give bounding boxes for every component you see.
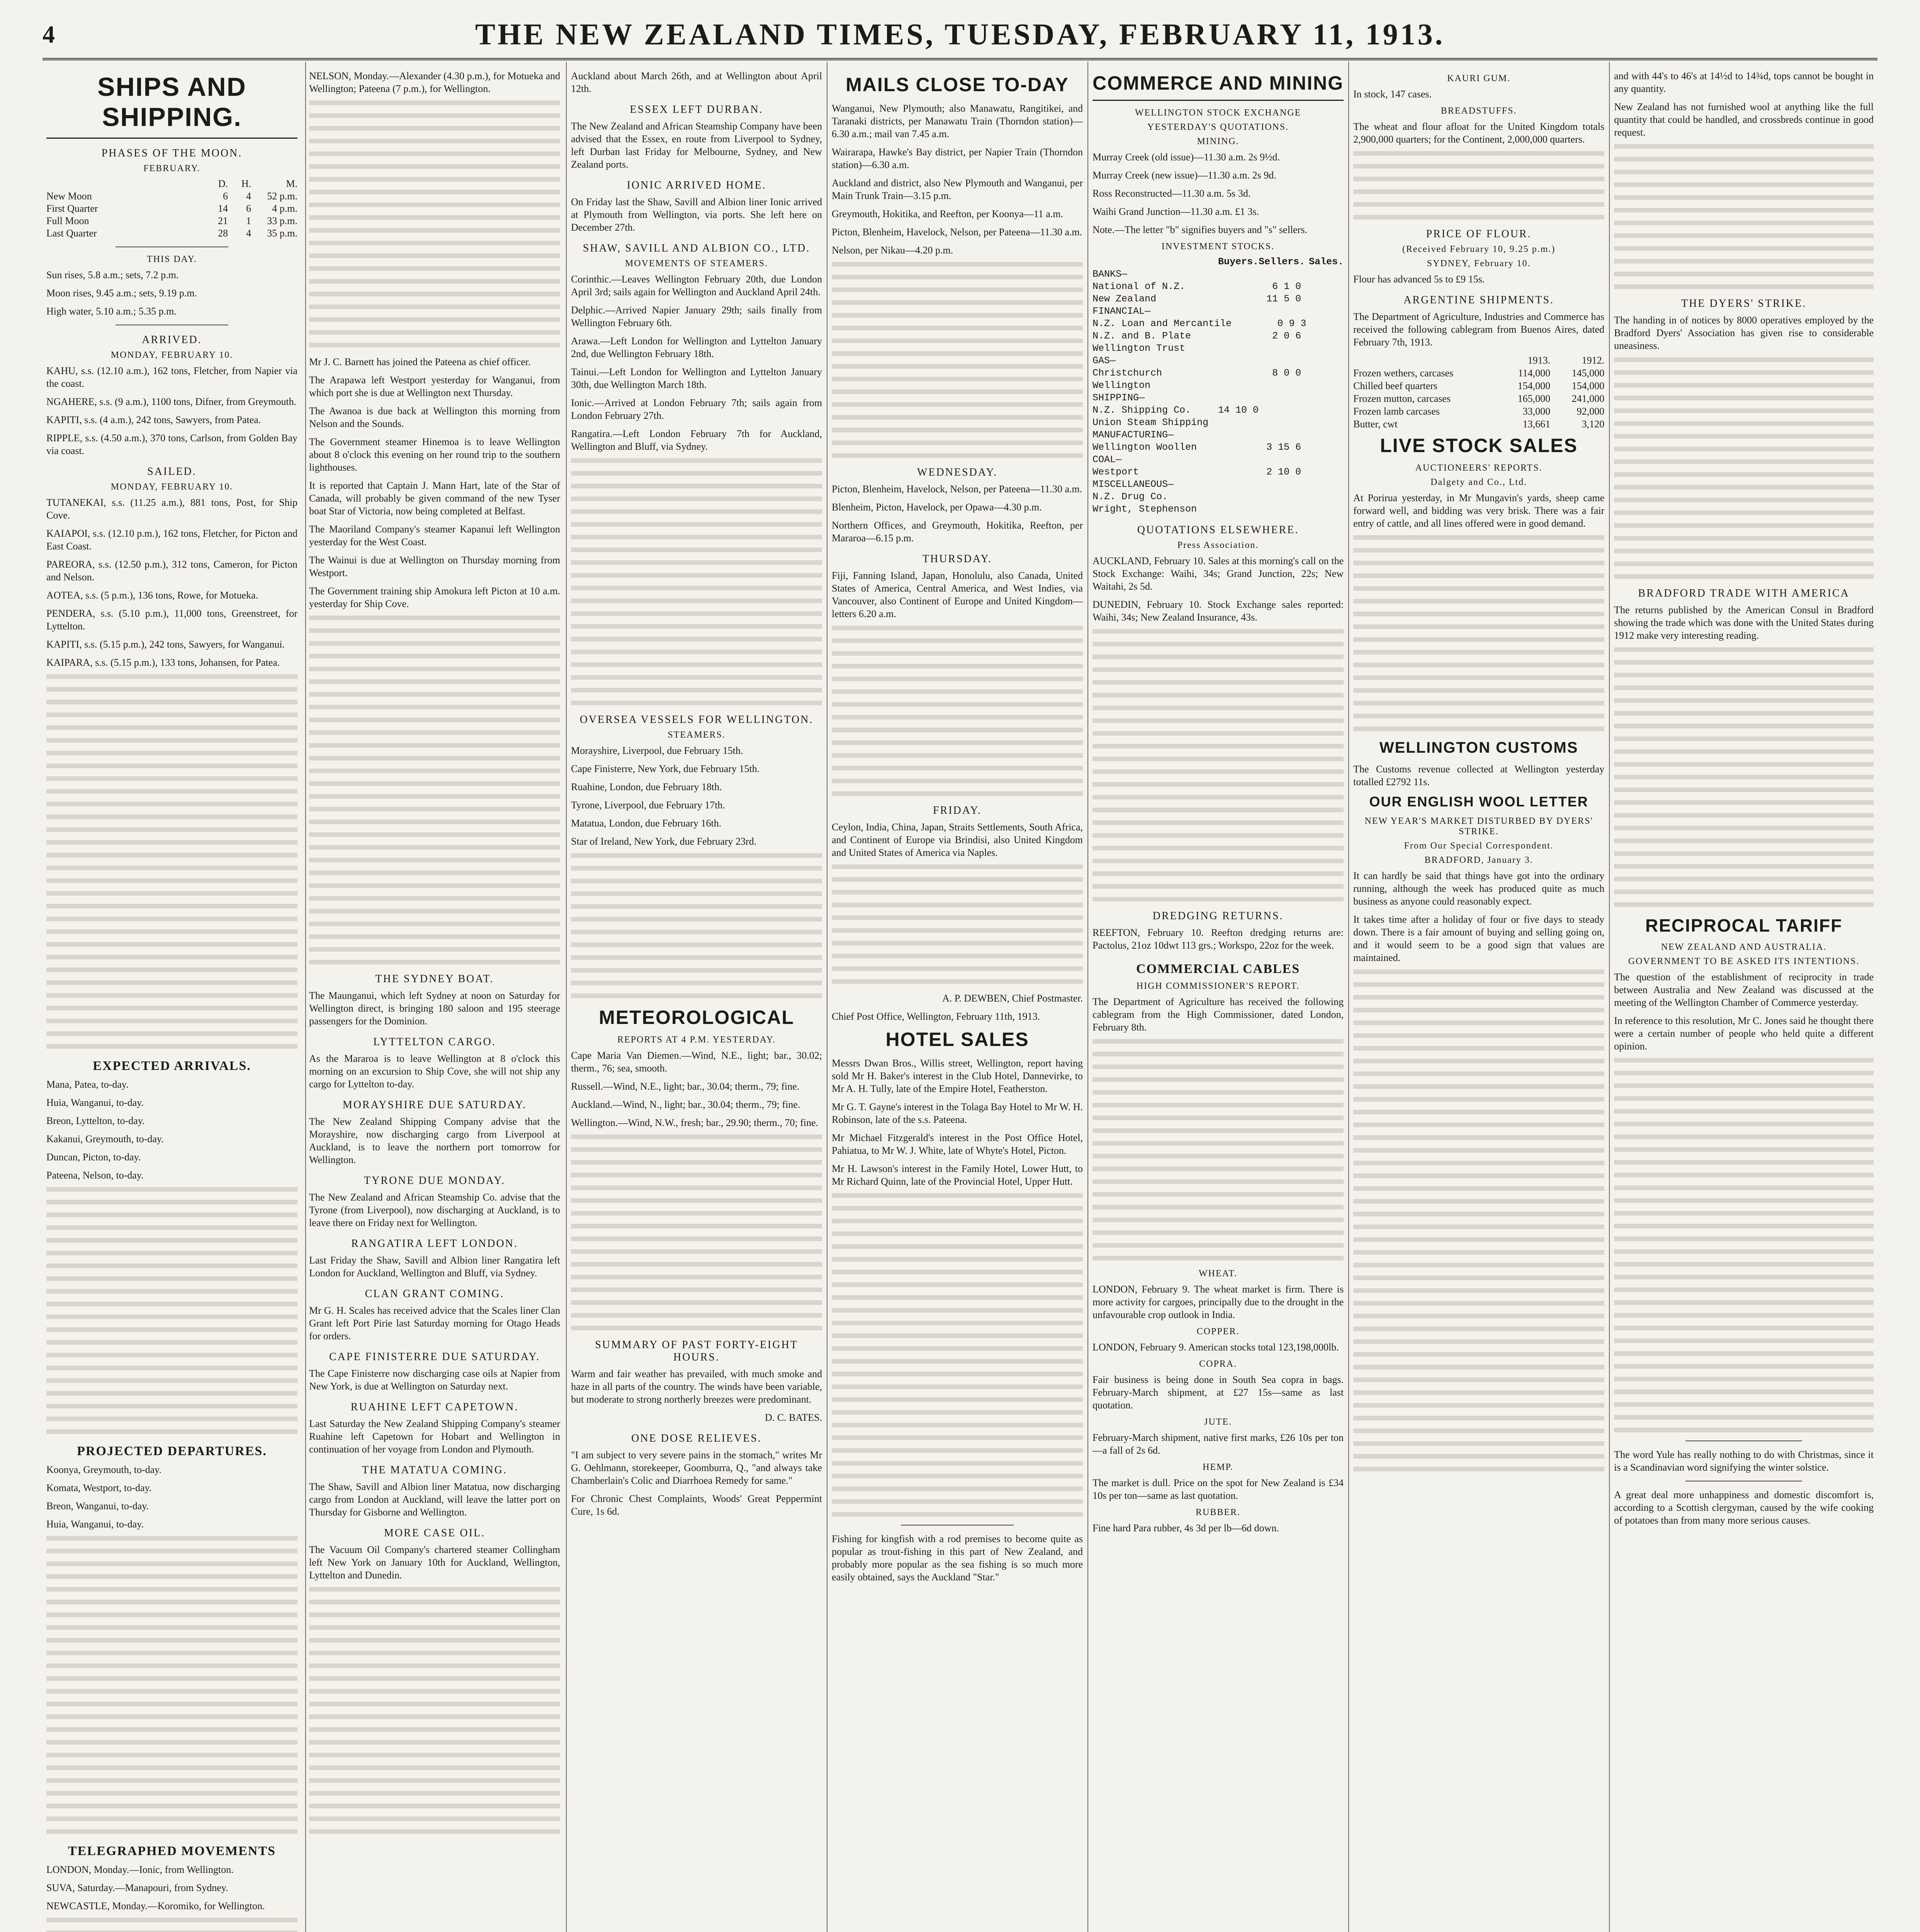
projected-entry: Breon, Wanganui, to-day.: [46, 1500, 149, 1512]
moon-header: D. H. M.: [218, 178, 297, 189]
text-filler: [46, 674, 297, 1049]
shaw-savill-heading: SHAW, SAVILL AND ALBION CO., LTD.: [583, 242, 810, 254]
paragraph: The Department of Agriculture, Industries and Commerce has received the following cablegram from Buenos Aires, dated February 7th, 1913.: [1353, 311, 1604, 348]
postmaster-signature: A. P. DEWBEN, Chief Postmaster.: [942, 993, 1083, 1004]
investment-heading: INVESTMENT STOCKS.: [1161, 242, 1275, 252]
moon-row: Full Moon 21 1 33 p.m.: [46, 215, 297, 226]
tyrone-heading: TYRONE DUE MONDAY.: [364, 1175, 505, 1187]
arrived-date: MONDAY, FEBRUARY 10.: [110, 350, 233, 360]
copper-heading: COPPER.: [1196, 1327, 1240, 1337]
table-row: Frozen wethers, carcases 114,000 145,000: [1353, 367, 1604, 379]
mail-entry: Picton, Blenheim, Havelock, Nelson, per Pateena—11.30 a.m.: [832, 483, 1082, 495]
steamer-movement: Corinthic.—Leaves Wellington February 20th, due London April 3rd; sails again for Wellington and Auckland April 24th.: [571, 274, 822, 298]
table-header: 1913. 1912.: [1528, 355, 1604, 366]
paragraph: It takes time after a holiday of four or five days to steady down. There is a fair amount of buying and selling going on, and it would seem to be a good sign that values are maintained.: [1353, 914, 1604, 963]
mail-entry: Blenheim, Picton, Havelock, per Opawa—4.30 p.m.: [832, 502, 1042, 513]
sailing-entry: PAREORA, s.s. (12.50 p.m.), 312 tons, Cameron, for Picton and Nelson.: [46, 559, 297, 583]
paragraph: Auckland about March 26th, and at Wellington about April 12th.: [571, 70, 822, 94]
paragraph: Flour has advanced 5s to £9 15s.: [1353, 274, 1485, 285]
text-filler: [1093, 1039, 1344, 1260]
paragraph: Fishing for kingfish with a rod premises to become quite as popular as trout-fishing in this part of New Zealand, and probably more popular as the sea fishing is so much more easily obtained, says the Auckland "Star.": [832, 1533, 1083, 1583]
paragraph: Warm and fair weather has prevailed, with much smoke and haze in all parts of the country. The winds have been variable, but moderate to strong northerly breezes were predominant.: [571, 1368, 822, 1405]
column-7: [1614, 70, 1874, 1932]
rubber-heading: RUBBER.: [1195, 1507, 1241, 1517]
rangatira-heading: RANGATIRA LEFT LONDON.: [351, 1238, 518, 1250]
expected-entry: Kakanui, Greymouth, to-day.: [46, 1133, 164, 1145]
page-number: 4: [42, 20, 55, 48]
text-filler: [309, 616, 560, 964]
sailing-entry: KAPITI, s.s. (5.15 p.m.), 242 tons, Sawyers, for Wanganui.: [46, 639, 285, 650]
text-filler: [832, 262, 1083, 458]
arrival-entry: RIPPLE, s.s. (4.50 a.m.), 370 tons, Carlson, from Golden Bay via coast.: [46, 432, 297, 456]
paragraph: The market is dull. Price on the spot for New Zealand is £34 10s per ton—same as last quotation.: [1093, 1477, 1344, 1501]
shipping-note: It is reported that Captain J. Mann Hart, late of the Star of Canada, will probably be given command of the new Tyser boat Star of Victoria, now being completed at Belfast.: [309, 480, 560, 517]
ruahine-heading: RUAHINE LEFT CAPETOWN.: [350, 1401, 519, 1413]
text-filler: [46, 1187, 297, 1434]
mail-entry: Wairarapa, Hawke's Bay district, per Napier Train (Thorndon station)—6.30 a.m.: [832, 146, 1083, 170]
moon-row: First Quarter 14 6 4 p.m.: [46, 203, 297, 214]
moon-month: FEBRUARY.: [143, 163, 200, 173]
flour-dateline: SYDNEY, February 10.: [1427, 259, 1531, 269]
shipping-note: The Arapawa left Westport yesterday for Wanganui, from which port she is due at Wellington next Thursday.: [309, 374, 560, 398]
wednesday-heading: WEDNESDAY.: [917, 466, 998, 478]
clan-grant-heading: CLAN GRANT COMING.: [365, 1288, 505, 1300]
high-water: High water, 5.10 a.m.; 5.35 p.m.: [46, 306, 177, 317]
text-filler: [1614, 144, 1874, 289]
paragraph: NELSON, Monday.—Alexander (4.30 p.m.), for Motueka and Wellington; Pateena (7 p.m.), for Wellington.: [309, 70, 560, 94]
weather-report: Auckland.—Wind, N., light; bar., 30.04; therm., 79; fine.: [571, 1099, 800, 1110]
moon-row: Last Quarter 28 4 35 p.m.: [46, 228, 297, 239]
steamer-movement: Tainui.—Left London for Wellington and Lyttelton January 30th, due Wellington March 18th.: [571, 366, 822, 390]
sailing-entry: KAIPARA, s.s. (5.15 p.m.), 133 tons, Johansen, for Patea.: [46, 657, 280, 668]
table-row: Wellington: [1093, 380, 1151, 391]
steamer-movement: Arawa.—Left London for Wellington and Lyttelton January 2nd, due Wellington February 18th.: [571, 335, 822, 359]
mail-entry: Fiji, Fanning Island, Japan, Honolulu, also Canada, United States of America, Central America, and West Indies, via Vancouver, also Continent of Europe and United Kingdom—letters 6.20 a.m.: [832, 570, 1083, 619]
dredging-heading: DREDGING RETURNS.: [1152, 910, 1284, 922]
column-4: [832, 70, 1083, 1932]
text-filler: [1614, 357, 1874, 579]
sydney-boat-heading: THE SYDNEY BOAT.: [375, 973, 494, 985]
table-row: GAS—: [1093, 355, 1116, 366]
mining-quote: Murray Creek (old issue)—11.30 a.m. 2s 9½d.: [1093, 151, 1280, 163]
cape-finisterre-heading: CAPE FINISTERRE DUE SATURDAY.: [329, 1351, 540, 1363]
paragraph: Fine hard Para rubber, 4s 3d per lb—6d down.: [1093, 1522, 1279, 1534]
shipping-note: The Maoriland Company's steamer Kapanui left Wellington yesterday for the West Coast.: [309, 524, 560, 548]
high-commissioner-heading: HIGH COMMISSIONER'S REPORT.: [1136, 981, 1300, 991]
mails-heading: MAILS CLOSE TO-DAY: [846, 74, 1069, 95]
oversea-entry: Matatua, London, due February 16th.: [571, 818, 722, 829]
steamer-movement: Delphic.—Arrived Napier January 29th; sails finally from Wellington February 6th.: [571, 304, 822, 328]
argentine-table: [1353, 354, 1604, 430]
paragraph: A great deal more unhappiness and domestic discomfort is, according to a Scottish clergyman, caused by the wife cooking of potatoes than from many more serious causes.: [1614, 1489, 1874, 1526]
paragraph: February-March shipment, native first marks, £26 10s per ton—a fall of 2s 6d.: [1093, 1432, 1344, 1456]
shipping-note: The Awanoa is due back at Wellington this morning from Nelson and the Sounds.: [309, 405, 560, 429]
divider: [901, 1525, 1014, 1526]
sailing-entry: TUTANEKAI, s.s. (11.25 a.m.), 881 tons, Post, for Ship Cove.: [46, 497, 297, 521]
telegraphed-heading: TELEGRAPHED MOVEMENTS: [68, 1844, 276, 1858]
signature: D. C. BATES.: [765, 1412, 822, 1423]
paragraph: DUNEDIN, February 10. Stock Exchange sales reported: Waihi, 34s; New Zealand Insurance, 43s.: [1093, 599, 1344, 623]
table-row: New Zealand 11 5 0: [1093, 293, 1301, 304]
paragraph: As the Mararoa is to leave Wellington at 8 o'clock this morning on an excursion to Ship Cove, she will not ship any cargo for Lyttelton to-day.: [309, 1053, 560, 1090]
reciprocal-tariff-heading: RECIPROCAL TARIFF: [1645, 915, 1843, 935]
paragraph: Last Friday the Shaw, Savill and Albion liner Rangatira left London for Auckland, Wellington and Bluff, via Sydney.: [309, 1255, 560, 1279]
paragraph: Mr G. H. Scales has received advice that the Scales liner Clan Grant left Port Pirie last Saturday morning for Otago Heads for orders.: [309, 1305, 560, 1342]
paragraph: Last Saturday the New Zealand Shipping Company's steamer Ruahine left Capetown for Hobart and Wellington in continuation of her voyage from London and Plymouth.: [309, 1418, 560, 1455]
wheat-heading: WHEAT.: [1198, 1269, 1238, 1279]
live-stock-heading: LIVE STOCK SALES: [1380, 435, 1578, 456]
mining-quote: Waihi Grand Junction—11.30 a.m. £1 3s.: [1093, 206, 1259, 217]
paragraph: LONDON, February 9. American stocks total 123,198,000lb.: [1093, 1342, 1339, 1353]
paragraph: The Customs revenue collected at Wellington yesterday totalled £2792 11s.: [1353, 764, 1604, 787]
paragraph: The returns published by the American Consul in Bradford showing the trade which was done with the United States during 1912 make very interesting reading.: [1614, 604, 1874, 641]
paragraph: The New Zealand Shipping Company advise that the Morayshire, now discharging cargo from Liverpool at Auckland, is to leave the northern port tomorrow for Wellington.: [309, 1116, 560, 1165]
table-row: MANUFACTURING—: [1093, 429, 1174, 440]
mail-entry: Northern Offices, and Greymouth, Hokitika, Reefton, per Mararoa—6.15 p.m.: [832, 520, 1083, 544]
hotel-entry: Mr Michael Fitzgerald's interest in the Post Office Hotel, Pahiatua, to Mr W. J. White, late of Whyte's Hotel, Picton.: [832, 1132, 1083, 1156]
table-row: Christchurch 8 0 0: [1093, 367, 1301, 379]
sun-times: Sun rises, 5.8 a.m.; sets, 7.2 p.m.: [46, 269, 179, 281]
table-row: Butter, cwt 13,661 3,120: [1353, 418, 1604, 430]
moon-title: PHASES OF THE MOON.: [101, 147, 243, 159]
wool-from: From Our Special Correspondent.: [1404, 841, 1554, 851]
mail-entry: Nelson, per Nikau—4.20 p.m.: [832, 245, 953, 256]
table-row: FINANCIAL—: [1093, 306, 1151, 317]
reports-heading: REPORTS AT 4 P.M. YESTERDAY.: [617, 1035, 776, 1045]
paragraph: The New Zealand and African Steamship Company have been advised that the Essex, en route from Liverpool to Sydney, left Durban last Friday for Melbourne, Sydney, and New Zealand ports.: [571, 121, 822, 170]
table-row: National of N.Z. 6 1 0: [1093, 281, 1301, 292]
text-filler: [832, 1193, 1083, 1517]
table-row: MISCELLANEOUS—: [1093, 479, 1174, 490]
government-heading: GOVERNMENT TO BE ASKED ITS INTENTIONS.: [1628, 956, 1860, 966]
mining-quote: Ross Reconstructed—11.30 a.m. 5s 3d.: [1093, 188, 1251, 199]
text-filler: [46, 1918, 297, 1932]
column-rule: [1348, 62, 1349, 1932]
expected-entry: Huia, Wanganui, to-day.: [46, 1097, 144, 1108]
table-row: N.Z. and B. Plate 2 0 6: [1093, 330, 1301, 342]
argentine-heading: ARGENTINE SHIPMENTS.: [1403, 294, 1554, 306]
text-filler: [46, 1536, 297, 1834]
paragraph: Fair business is being done in South Sea copra in bags. February-March shipment, at £27 15s—same as last quotation.: [1093, 1374, 1344, 1411]
friday-heading: FRIDAY.: [933, 804, 982, 816]
nz-australia-heading: NEW ZEALAND AND AUSTRALIA.: [1661, 942, 1827, 952]
breadstuffs-heading: BREADSTUFFS.: [1441, 106, 1517, 116]
mail-entry: Ceylon, India, China, Japan, Straits Settlements, South Africa, and Continent of Europe via Brindisi, also United Kingdom and United States of America via Naples.: [832, 821, 1083, 858]
expected-entry: Duncan, Picton, to-day.: [46, 1151, 141, 1163]
text-filler: [1353, 535, 1604, 731]
sailed-heading: SAILED.: [147, 466, 197, 478]
paragraph: AUCKLAND, February 10. Sales at this morning's call on the Stock Exchange: Waihi, 34s; Grand Junction, 22s; New Waitahi, 2s 5d.: [1093, 555, 1344, 592]
column-rule: [1087, 62, 1088, 1932]
table-row: N.Z. Drug Co.: [1093, 491, 1168, 502]
paragraph: REEFTON, February 10. Reefton dredging returns are: Pactolus, 21oz 10dwt 113 grs.; Workspo, 22oz for the week.: [1093, 927, 1344, 951]
flour-received: (Received February 10, 9.25 p.m.): [1402, 244, 1556, 254]
projected-entry: Komata, Westport, to-day.: [46, 1482, 152, 1493]
bradford-trade-heading: BRADFORD TRADE WITH AMERICA: [1638, 587, 1850, 599]
steamers-heading: STEAMERS.: [668, 730, 726, 740]
thursday-heading: THURSDAY.: [922, 553, 992, 565]
paragraph: The Vacuum Oil Company's chartered steamer Collingham left New York on January 10th for Auckland, Wellington, Lyttelton and Dunedin.: [309, 1544, 560, 1581]
paragraph: LONDON, February 9. The wheat market is firm. There is more activity for cargoes, principally due to the drought in the unfavourable crop outlook in India.: [1093, 1284, 1344, 1320]
case-oil-heading: MORE CASE OIL.: [384, 1527, 486, 1539]
shipping-note: Mr J. C. Barnett has joined the Pateena as chief officer.: [309, 356, 531, 367]
expected-heading: EXPECTED ARRIVALS.: [93, 1059, 251, 1073]
table-row: Union Steam Shipping: [1093, 417, 1209, 428]
ionic-heading: IONIC ARRIVED HOME.: [627, 179, 766, 191]
quotations-heading: YESTERDAY'S QUOTATIONS.: [1147, 122, 1289, 132]
mail-entry: Picton, Blenheim, Havelock, Nelson, per Pateena—11.30 a.m.: [832, 226, 1082, 238]
meteorological-heading: METEOROLOGICAL: [599, 1007, 794, 1028]
wool-dateline: BRADFORD, January 3.: [1424, 855, 1533, 865]
oversea-heading: OVERSEA VESSELS FOR WELLINGTON.: [579, 714, 814, 726]
column-1: [46, 70, 297, 1932]
table-row: N.Z. Loan and Mercantile 0 9 3: [1093, 318, 1307, 329]
mail-entry: Auckland and district, also New Plymouth and Wanganui, per Main Trunk Train—3.15 p.m.: [832, 177, 1083, 201]
table-row: N.Z. Shipping Co. 14 10 0: [1093, 405, 1259, 416]
commerce-heading: COMMERCE AND MINING: [1093, 72, 1344, 101]
table-row: Wellington Trust: [1093, 343, 1186, 354]
paragraph: The wheat and flour afloat for the United Kingdom totals 2,900,000 quarters; for the Continent, 2,000,000 quarters.: [1353, 121, 1604, 145]
hotel-entry: Messrs Dwan Bros., Willis street, Wellington, report having sold Mr H. Baker's interest in the Club Hotel, Dannevirke, to Mr A. H. Tully, late of the Empire Hotel, Featherston.: [832, 1058, 1083, 1094]
lyttelton-heading: LYTTELTON CARGO.: [373, 1036, 496, 1048]
telegraphed-entry: NEWCASTLE, Monday.—Koromiko, for Wellington.: [46, 1900, 265, 1912]
telegraphed-entry: SUVA, Saturday.—Manapouri, from Sydney.: [46, 1882, 228, 1893]
expected-entry: Pateena, Nelson, to-day.: [46, 1170, 144, 1181]
oversea-entry: Ruahine, London, due February 18th.: [571, 781, 722, 793]
oversea-entry: Star of Ireland, New York, due February 23rd.: [571, 836, 757, 847]
arrival-entry: KAPITI, s.s. (4 a.m.), 242 tons, Sawyers, from Patea.: [46, 414, 261, 425]
column-2: [309, 70, 560, 1932]
paragraph: The handing in of notices by 8000 operatives employed by the Bradford Dyers' Association has given rise to considerable uneasiness.: [1614, 315, 1874, 351]
text-filler: [1093, 629, 1344, 901]
text-filler: [832, 626, 1083, 796]
hotel-entry: Mr H. Lawson's interest in the Family Hotel, Lower Hutt, to Mr Richard Quinn, late of the Provincial Hotel, Upper Hutt.: [832, 1163, 1083, 1187]
paragraph: New Zealand has not furnished wool at anything like the full quantity that could be handled, and crossbreds continue in good request.: [1614, 101, 1874, 138]
table-row: Wright, Stephenson: [1093, 503, 1197, 515]
hotel-sales-heading: HOTEL SALES: [885, 1029, 1029, 1050]
post-office-dateline: Chief Post Office, Wellington, February 11th, 1913.: [832, 1011, 1040, 1022]
investment-table: [1093, 256, 1344, 515]
text-filler: [571, 458, 822, 705]
press-association: Press Association.: [1177, 540, 1259, 550]
weather-report: Russell.—Wind, N.E., light; bar., 30.04; therm., 79; fine.: [571, 1081, 800, 1092]
flour-heading: PRICE OF FLOUR.: [1426, 228, 1532, 240]
projected-entry: Huia, Wanganui, to-day.: [46, 1519, 144, 1530]
note: Note.—The letter "b" signifies buyers and "s" sellers.: [1093, 224, 1307, 235]
advertisement: For Chronic Chest Complaints, Woods' Great Peppermint Cure, 1s 6d.: [571, 1493, 822, 1517]
column-5: [1093, 70, 1344, 1932]
sailing-entry: KAIAPOI, s.s. (12.10 p.m.), 162 tons, Fletcher, for Picton and East Coast.: [46, 528, 297, 552]
hemp-heading: HEMP.: [1202, 1462, 1234, 1472]
masthead: [42, 12, 1878, 60]
expected-entry: Mana, Patea, to-day.: [46, 1079, 129, 1090]
matatua-heading: THE MATATUA COMING.: [362, 1464, 507, 1476]
oversea-entry: Tyrone, Liverpool, due February 17th.: [571, 799, 725, 811]
morayshire-heading: MORAYSHIRE DUE SATURDAY.: [342, 1099, 527, 1111]
weather-report: Wellington.—Wind, N.W., fresh; bar., 29.90; therm., 70; fine.: [571, 1117, 819, 1128]
table-row: Chilled beef quarters 154,000 154,000: [1353, 380, 1604, 391]
text-filler: [571, 853, 822, 998]
ships-heading: SHIPS AND SHIPPING.: [46, 72, 297, 139]
mail-entry: Wanganui, New Plymouth; also Manawatu, Rangitikei, and Taranaki districts, per Manawatu Train (Thorndon station)—6.30 a.m.; mail van 7.45 a.m.: [832, 103, 1083, 139]
table-row: Frozen lamb carcases 33,000 92,000: [1353, 406, 1604, 417]
moon-row: New Moon 6 4 52 p.m.: [46, 190, 297, 202]
expected-entry: Breon, Lyttelton, to-day.: [46, 1115, 145, 1126]
table-row: SHIPPING—: [1093, 392, 1145, 403]
steamer-movement: Rangatira.—Left London February 7th for Auckland, Wellington and Bluff, via Sydney.: [571, 428, 822, 452]
mining-heading: MINING.: [1197, 136, 1239, 146]
paragraph: In stock, 147 cases.: [1353, 88, 1432, 100]
paragraph: The New Zealand and African Steamship Co. advise that the Tyrone (from Liverpool), now discharging at Auckland, is to leave there on Friday next for Wellington.: [309, 1192, 560, 1228]
sailing-entry: PENDERA, s.s. (5.10 p.m.), 11,000 tons, Greenstreet, for Lyttelton.: [46, 608, 297, 632]
quotations-elsewhere-heading: QUOTATIONS ELSEWHERE.: [1137, 524, 1299, 536]
oversea-entry: Morayshire, Liverpool, due February 15th.: [571, 745, 743, 756]
shipping-note: The Government steamer Hinemoa is to leave Wellington about 8 o'clock this evening on her round trip to the southern lighthouses.: [309, 436, 560, 473]
paragraph: The Shaw, Savill and Albion liner Matatua, now discharging cargo from London at Auckland, will leave the latter port on Thursday for Gisborne and Wellington.: [309, 1481, 560, 1518]
text-filler: [1614, 647, 1874, 907]
dyers-strike-heading: THE DYERS' STRIKE.: [1681, 298, 1807, 310]
newspaper-title: THE NEW ZEALAND TIMES, TUESDAY, FEBRUARY 11, 1913.: [475, 17, 1445, 51]
telegraphed-entry: LONDON, Monday.—Ionic, from Wellington.: [46, 1864, 234, 1875]
column-rule: [1609, 62, 1610, 1932]
hotel-entry: Mr G. T. Gayne's interest in the Tolaga Bay Hotel to Mr W. H. Robinson, late of the s.s. Pateena.: [832, 1101, 1083, 1125]
moon-times: Moon rises, 9.45 a.m.; sets, 9.19 p.m.: [46, 287, 197, 299]
kauri-heading: KAURI GUM.: [1447, 73, 1511, 83]
copra-heading: COPRA.: [1199, 1359, 1237, 1369]
text-filler: [832, 864, 1083, 984]
jute-heading: JUTE.: [1204, 1417, 1232, 1427]
table-row: COAL—: [1093, 454, 1122, 465]
movements-heading: MOVEMENTS OF STEAMERS.: [625, 259, 768, 269]
paragraph: The word Yule has really nothing to do with Christmas, since it is a Scandinavian word signifying the winter solstice.: [1614, 1449, 1874, 1473]
paragraph: On Friday last the Shaw, Savill and Albion liner Ionic arrived at Plymouth from Wellington, via ports. She left here on December 27th.: [571, 196, 822, 233]
text-filler: [1353, 969, 1604, 1471]
text-filler: [1353, 151, 1604, 219]
summary-heading: SUMMARY OF PAST FORTY-EIGHT HOURS.: [595, 1339, 798, 1363]
paragraph: The question of the establishment of reciprocity in trade between Australia and New Zealand was discussed at the meeting of the Wellington Chamber of Commerce yesterday.: [1614, 971, 1874, 1008]
customs-heading: WELLINGTON CUSTOMS: [1379, 739, 1578, 756]
table-row: Wellington Woollen 3 15 6: [1093, 442, 1301, 453]
arrival-entry: KAHU, s.s. (12.10 a.m.), 162 tons, Fletcher, from Napier via the coast.: [46, 365, 297, 389]
mining-quote: Murray Creek (new issue)—11.30 a.m. 2s 9d.: [1093, 170, 1276, 181]
dalgety-heading: Dalgety and Co., Ltd.: [1431, 477, 1527, 487]
paragraph: The Cape Finisterre now discharging case oils at Napier from New York, is due at Wellington on Saturday next.: [309, 1368, 560, 1392]
table-header: Buyers. Sellers. Sales.: [1218, 256, 1344, 267]
projected-entry: Koonya, Greymouth, to-day.: [46, 1464, 161, 1475]
steamer-movement: Ionic.—Arrived at London February 7th; sails again from London February 27th.: [571, 397, 822, 421]
text-filler: [309, 100, 560, 347]
column-3: [571, 70, 822, 1932]
shipping-note: The Government training ship Amokura left Picton at 10 a.m. yesterday for Ship Cove.: [309, 585, 560, 609]
sailed-date: MONDAY, FEBRUARY 10.: [110, 482, 233, 492]
this-day-heading: THIS DAY.: [146, 254, 197, 264]
paragraph: "I am subject to very severe pains in the stomach," writes Mr G. Oehlmann, storekeeper, Goomburra, Q., "and always take Chamberlain's Colic and Diarrhoea Remedy for same.": [571, 1449, 822, 1486]
sailing-entry: AOTEA, s.s. (5 p.m.), 136 tons, Rowe, for Motueka.: [46, 590, 258, 601]
table-row: BANKS—: [1093, 269, 1128, 280]
wool-letter-heading: OUR ENGLISH WOOL LETTER: [1369, 794, 1589, 810]
paragraph: and with 44's to 46's at 14½d to 14¾d, tops cannot be bought in any quantity.: [1614, 70, 1874, 94]
exchange-heading: WELLINGTON STOCK EXCHANGE: [1135, 108, 1302, 118]
auctioneers-heading: AUCTIONEERS' REPORTS.: [1415, 463, 1543, 473]
column-rule: [305, 62, 306, 1932]
arrived-heading: ARRIVED.: [142, 334, 202, 346]
text-filler: [309, 1587, 560, 1834]
mail-entry: Greymouth, Hokitika, and Reefton, per Koonya—11 a.m.: [832, 208, 1064, 219]
text-filler: [1614, 1058, 1874, 1432]
relief-heading: ONE DOSE RELIEVES.: [631, 1432, 762, 1444]
table-row: Frozen mutton, carcases 165,000 241,000: [1353, 393, 1604, 404]
column-6: [1353, 70, 1604, 1932]
wool-subheading: NEW YEAR'S MARKET DISTURBED BY DYERS' STRIKE.: [1364, 816, 1593, 837]
essex-heading: ESSEX LEFT DURBAN.: [630, 104, 763, 116]
shipping-note: The Wainui is due at Wellington on Thursday morning from Westport.: [309, 554, 560, 578]
commercial-cables-heading: COMMERCIAL CABLES: [1136, 962, 1300, 976]
paragraph: It can hardly be said that things have got into the ordinary running, although the week has produced quite as much business as anyone could reasonably expect.: [1353, 870, 1604, 907]
divider: [1686, 1440, 1802, 1441]
text-filler: [571, 1134, 822, 1330]
projected-heading: PROJECTED DEPARTURES.: [77, 1444, 267, 1458]
table-row: Westport 2 10 0: [1093, 466, 1301, 478]
moon-table: [46, 178, 297, 240]
paragraph: At Porirua yesterday, in Mr Mungavin's yards, sheep came forward well, and bidding was very brisk. There was a fair entry of cattle, and all lines offered were in good demand.: [1353, 492, 1604, 529]
weather-report: Cape Maria Van Diemen.—Wind, N.E., light; bar., 30.02; therm., 76; sea, smooth.: [571, 1050, 822, 1074]
arrival-entry: NGAHERE, s.s. (9 a.m.), 1100 tons, Difner, from Greymouth.: [46, 396, 297, 407]
oversea-entry: Cape Finisterre, New York, due February 15th.: [571, 763, 760, 774]
paragraph: The Maunganui, which left Sydney at noon on Saturday for Wellington direct, is bringing 180 saloon and 195 steerage passengers for the Dominion.: [309, 990, 560, 1027]
paragraph: The Department of Agriculture has received the following cablegram from the High Commissioner, dated London, February 8th.: [1093, 996, 1344, 1033]
paragraph: In reference to this resolution, Mr C. Jones said he thought there were a certain number of people who held quite a different opinion.: [1614, 1015, 1874, 1052]
column-rule: [566, 62, 567, 1932]
